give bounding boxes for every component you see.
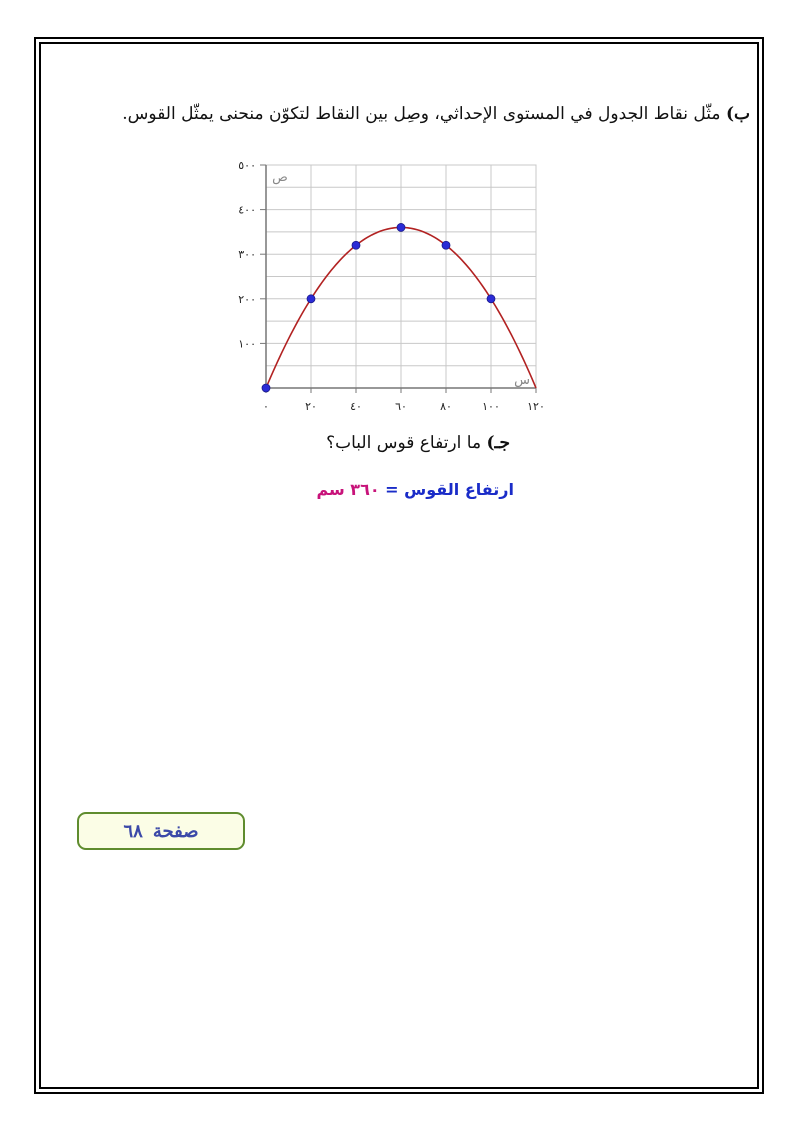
- x-tick-label: ١٢٠: [527, 400, 545, 413]
- data-point: [442, 241, 450, 249]
- answer: [114, 480, 514, 499]
- data-point: [352, 241, 360, 249]
- parabola-chart: [236, 160, 576, 425]
- question-b: [50, 104, 750, 124]
- y-tick-label: ١٠٠: [238, 337, 256, 351]
- y-axis-label: ص: [272, 170, 288, 185]
- question-b-text: مثّل نقاط الجدول في المستوى الإحداثي، وصِل بين النقاط لتكوّن منحنى يمثّل القوس.: [122, 104, 721, 124]
- y-tick-label: ٢٠٠: [238, 292, 256, 306]
- data-point: [487, 295, 495, 303]
- x-tick-label: ٨٠: [440, 400, 452, 413]
- data-point: [307, 295, 315, 303]
- data-point: [262, 384, 270, 392]
- x-tick-label: ٦٠: [395, 400, 407, 413]
- chart-svg: [236, 160, 576, 425]
- y-tick-label: ٥٠٠: [238, 160, 256, 172]
- x-axis-label: س: [514, 373, 530, 388]
- x-tick-label: ١٠٠: [482, 400, 500, 413]
- page-number: ٦٨: [123, 820, 143, 842]
- x-tick-label: ٠: [263, 400, 269, 413]
- question-b-letter: ب): [725, 104, 750, 124]
- question-c: [110, 433, 510, 453]
- x-tick-label: ٤٠: [350, 400, 362, 413]
- question-c-text: ما ارتفاع قوس الباب؟: [326, 433, 482, 453]
- data-point: [397, 223, 405, 231]
- answer-value: ٣٦٠ سم: [316, 480, 380, 499]
- question-c-letter: جـ): [486, 433, 510, 453]
- page-number-badge: [77, 812, 245, 850]
- answer-label: ارتفاع القوس =: [385, 480, 514, 499]
- page-word: صفحة: [152, 820, 199, 842]
- y-tick-label: ٣٠٠: [238, 248, 256, 262]
- y-tick-label: ٤٠٠: [238, 203, 256, 217]
- x-tick-label: ٢٠: [305, 400, 317, 413]
